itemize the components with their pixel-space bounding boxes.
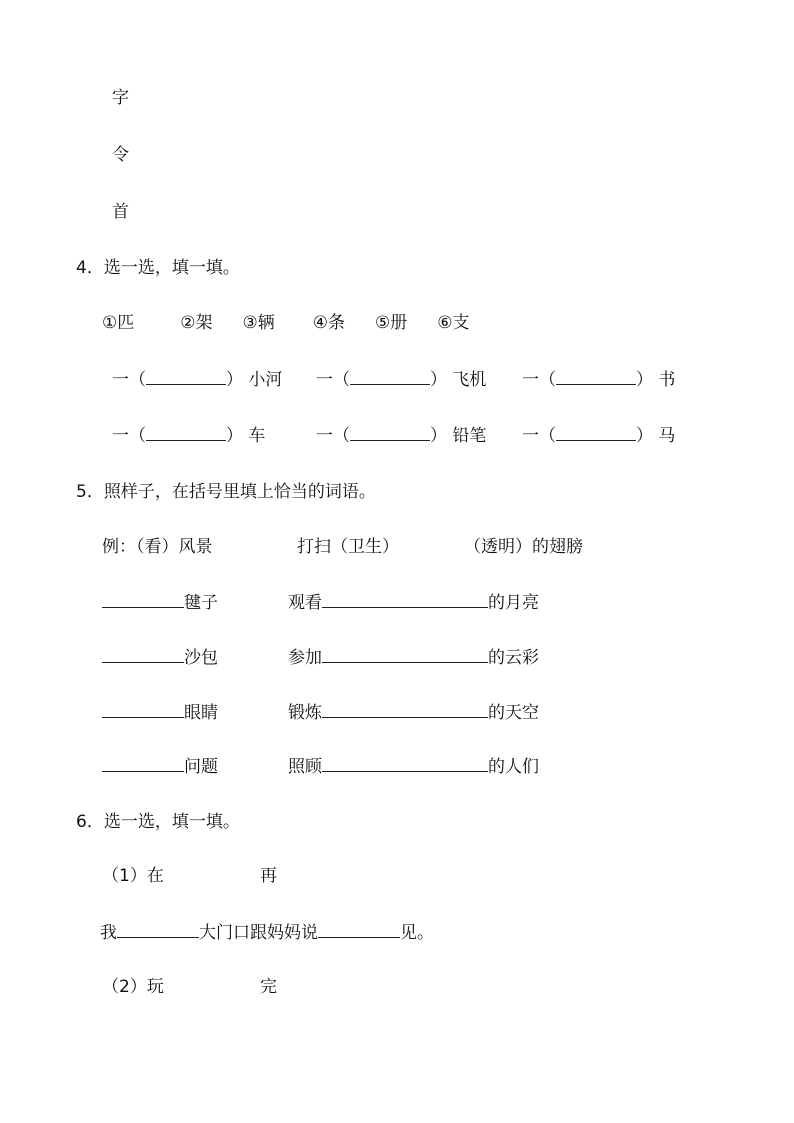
answer-blank[interactable]	[322, 590, 488, 608]
option-3: ③辆	[242, 313, 275, 333]
q6-title: 6．选一选，填一填。	[76, 812, 240, 832]
q4-row1-item1: 一（ ） 小河	[112, 367, 282, 392]
q6-part1-label: （1）在	[102, 866, 164, 886]
answer-blank[interactable]	[350, 423, 430, 441]
char-2: 令	[112, 145, 129, 165]
answer-blank[interactable]	[102, 590, 184, 608]
q4-row2-item3: 一（ ） 马	[522, 423, 675, 448]
answer-blank[interactable]	[556, 367, 636, 385]
option-5: ⑤册	[375, 313, 408, 333]
answer-blank[interactable]	[322, 700, 488, 718]
answer-blank[interactable]	[146, 367, 226, 385]
answer-blank[interactable]	[102, 754, 184, 772]
q4-row2-item2: 一（ ） 铅笔	[316, 423, 486, 448]
q6-part1-word: 再	[260, 866, 277, 886]
q5-row1-right: 观看 的月亮	[288, 590, 539, 615]
q5-row4-right: 照顾 的人们	[288, 754, 539, 779]
q4-row1-item3: 一（ ） 书	[522, 367, 675, 392]
q4-options	[102, 311, 470, 335]
q6-part2-word: 完	[260, 977, 277, 997]
answer-blank[interactable]	[102, 645, 184, 663]
option-2: ②架	[180, 313, 213, 333]
answer-blank[interactable]	[556, 423, 636, 441]
option-6: ⑥支	[437, 313, 470, 333]
q5-row4-left: 问题	[102, 754, 218, 779]
answer-blank[interactable]	[146, 423, 226, 441]
q5-row3-right: 锻炼 的天空	[288, 700, 539, 725]
q5-title: 5．照样子，在括号里填上恰当的词语。	[76, 482, 376, 502]
q5-row3-left: 眼睛	[102, 700, 218, 725]
q4-row1-item2: 一（ ） 飞机	[316, 367, 486, 392]
q5-example-2: 打扫（卫生）	[297, 537, 399, 557]
q6-part2-label: （2）玩	[102, 977, 164, 997]
option-4: ④条	[312, 313, 345, 333]
option-1: ①匹	[102, 313, 135, 333]
q5-row2-right: 参加 的云彩	[288, 645, 539, 670]
answer-blank[interactable]	[350, 367, 430, 385]
answer-blank[interactable]	[318, 920, 400, 938]
answer-blank[interactable]	[322, 754, 488, 772]
q6-sentence-1: 我 大门口跟妈妈说 见。	[100, 920, 434, 945]
char-3: 首	[112, 202, 129, 222]
q5-example-3: （透明）的翅膀	[464, 537, 583, 557]
q4-row2-item1: 一（ ） 车	[112, 423, 265, 448]
answer-blank[interactable]	[102, 700, 184, 718]
answer-blank[interactable]	[117, 920, 199, 938]
char-1: 字	[112, 88, 129, 108]
q5-example-1: 例：（看）风景	[102, 537, 213, 557]
q4-title: 4．选一选，填一填。	[76, 258, 240, 278]
q5-row1-left: 毽子	[102, 590, 218, 615]
answer-blank[interactable]	[322, 645, 488, 663]
q5-row2-left: 沙包	[102, 645, 218, 670]
